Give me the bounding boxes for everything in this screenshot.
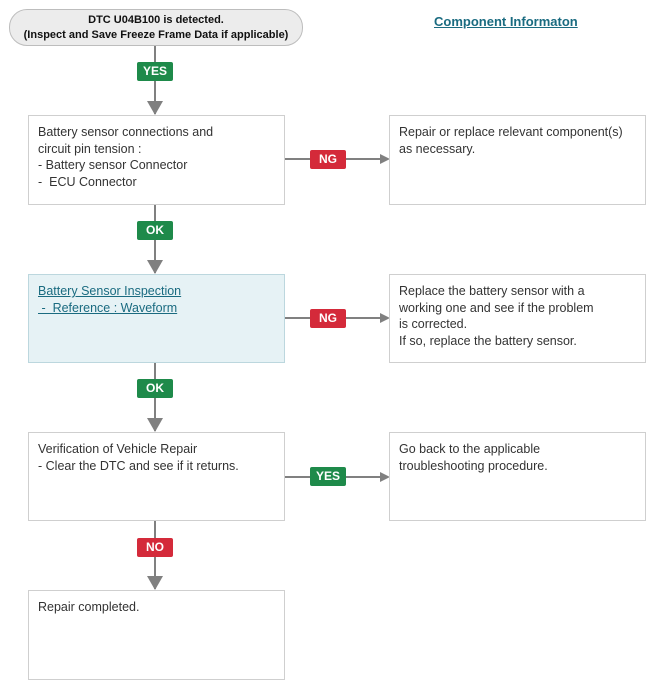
result-text: Go back to the applicable troubleshooting procedure.: [399, 442, 548, 473]
step-line: - Clear the DTC and see if it returns.: [38, 458, 239, 473]
result-repair-replace: [389, 115, 646, 205]
freeze-frame-note: (Inspect and Save Freeze Frame Data if applicable): [23, 29, 289, 41]
step-connections-check: [28, 115, 285, 205]
battery-sensor-inspection-link[interactable]: Battery Sensor Inspection: [38, 284, 182, 298]
ok-badge-step2: OK: [137, 379, 173, 398]
start-dtc-pill: [9, 9, 303, 46]
step-line: circuit pin tension :: [38, 141, 142, 156]
yes-badge-step3: YES: [310, 467, 346, 486]
step-verification: [28, 432, 285, 521]
step-line: - ECU Connector: [38, 174, 137, 189]
yes-badge-start: YES: [137, 62, 173, 81]
result-text: Replace the battery sensor with a working one and see if the problem is corrected. If so, replace the battery sensor.: [399, 284, 594, 348]
step-line: - Battery sensor Connector: [38, 158, 188, 172]
result-text: Repair or replace relevant component(s) as necessary.: [399, 125, 623, 156]
step-repair-completed: [28, 590, 285, 680]
ok-badge-step1: OK: [137, 221, 173, 240]
result-replace-sensor: [389, 274, 646, 363]
step-line: Repair completed.: [38, 600, 140, 614]
step-line: Battery sensor connections and: [38, 125, 214, 139]
dtc-detected-text: DTC U04B100 is detected.: [88, 14, 224, 26]
ng-badge-step2: NG: [310, 309, 346, 328]
reference-waveform-link[interactable]: - Reference : Waveform: [38, 300, 178, 315]
step-line: Verification of Vehicle Repair: [38, 442, 198, 456]
result-go-back: [389, 432, 646, 521]
no-badge-step3: NO: [137, 538, 173, 557]
component-information-link[interactable]: Component Informaton: [434, 14, 578, 29]
ng-badge-step1: NG: [310, 150, 346, 169]
step-battery-sensor-inspection: [28, 274, 285, 363]
